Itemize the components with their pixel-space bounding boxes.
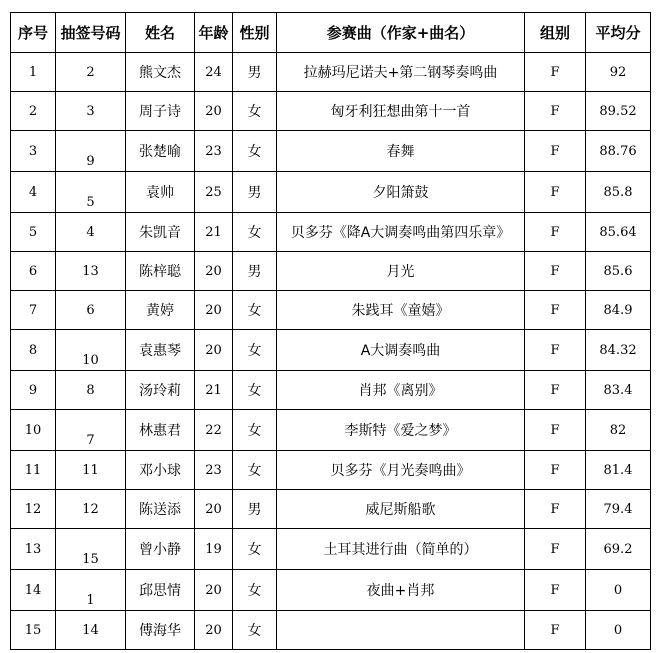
gender-cell: 男 xyxy=(233,53,277,92)
piece-cell: 土耳其进行曲（简单的） xyxy=(277,529,525,570)
gender-cell: 女 xyxy=(233,410,277,451)
name-cell: 袁惠琴 xyxy=(126,330,195,371)
piece-cell: 贝多芬《月光奏鸣曲》 xyxy=(277,451,525,490)
group-cell: F xyxy=(525,252,586,291)
average-score-cell: 85.64 xyxy=(586,213,651,252)
group-cell: F xyxy=(525,570,586,611)
table-row xyxy=(11,291,651,330)
average-score-cell: 0 xyxy=(586,611,651,650)
table-row xyxy=(11,131,651,172)
table-row xyxy=(11,611,651,650)
draw-number-cell: 12 xyxy=(56,490,126,529)
gender-cell: 女 xyxy=(233,529,277,570)
average-score-cell: 85.8 xyxy=(586,172,651,213)
name-cell: 傅海华 xyxy=(126,611,195,650)
index-cell: 2 xyxy=(11,92,56,131)
name-cell: 陈送添 xyxy=(126,490,195,529)
group-cell: F xyxy=(525,611,586,650)
group-cell: F xyxy=(525,131,586,172)
name-cell: 黄婷 xyxy=(126,291,195,330)
gender-cell: 女 xyxy=(233,611,277,650)
table-row xyxy=(11,252,651,291)
average-score-cell: 92 xyxy=(586,53,651,92)
table-row xyxy=(11,529,651,570)
index-cell: 12 xyxy=(11,490,56,529)
table-row xyxy=(11,490,651,529)
name-cell: 张楚喻 xyxy=(126,131,195,172)
score-sheet xyxy=(10,12,651,650)
header-cell: 平均分 xyxy=(586,13,651,53)
draw-number-cell: 11 xyxy=(56,451,126,490)
header-row xyxy=(11,13,651,53)
index-cell: 11 xyxy=(11,451,56,490)
table-row xyxy=(11,570,651,611)
table-row xyxy=(11,410,651,451)
gender-cell: 女 xyxy=(233,371,277,410)
table-row xyxy=(11,371,651,410)
age-cell: 21 xyxy=(195,213,233,252)
name-cell: 陈梓聪 xyxy=(126,252,195,291)
age-cell: 23 xyxy=(195,131,233,172)
name-cell: 邱思情 xyxy=(126,570,195,611)
draw-number-cell: 9 xyxy=(56,131,126,172)
gender-cell: 女 xyxy=(233,291,277,330)
age-cell: 25 xyxy=(195,172,233,213)
piece-cell: 月光 xyxy=(277,252,525,291)
group-cell: F xyxy=(525,172,586,213)
piece-cell: 匈牙利狂想曲第十一首 xyxy=(277,92,525,131)
table-row xyxy=(11,451,651,490)
index-cell: 6 xyxy=(11,252,56,291)
average-score-cell: 84.9 xyxy=(586,291,651,330)
group-cell: F xyxy=(525,371,586,410)
table-row xyxy=(11,92,651,131)
name-cell: 林惠君 xyxy=(126,410,195,451)
index-cell: 1 xyxy=(11,53,56,92)
index-cell: 5 xyxy=(11,213,56,252)
table-row xyxy=(11,330,651,371)
average-score-cell: 88.76 xyxy=(586,131,651,172)
index-cell: 14 xyxy=(11,570,56,611)
name-cell: 袁帅 xyxy=(126,172,195,213)
piece-cell: 朱践耳《童嬉》 xyxy=(277,291,525,330)
gender-cell: 女 xyxy=(233,451,277,490)
gender-cell: 女 xyxy=(233,92,277,131)
name-cell: 周子诗 xyxy=(126,92,195,131)
age-cell: 22 xyxy=(195,410,233,451)
age-cell: 20 xyxy=(195,291,233,330)
piece-cell: 李斯特《爱之梦》 xyxy=(277,410,525,451)
age-cell: 20 xyxy=(195,92,233,131)
group-cell: F xyxy=(525,291,586,330)
draw-number-cell: 3 xyxy=(56,92,126,131)
piece-cell: 夜曲+肖邦 xyxy=(277,570,525,611)
draw-number-cell: 5 xyxy=(56,172,126,213)
index-cell: 8 xyxy=(11,330,56,371)
piece-cell: 拉赫玛尼诺夫+第二钢琴奏鸣曲 xyxy=(277,53,525,92)
draw-number-cell: 7 xyxy=(56,410,126,451)
draw-number-cell: 6 xyxy=(56,291,126,330)
piece-cell: 夕阳箫鼓 xyxy=(277,172,525,213)
group-cell: F xyxy=(525,490,586,529)
average-score-cell: 89.52 xyxy=(586,92,651,131)
piece-cell: 春舞 xyxy=(277,131,525,172)
average-score-cell: 82 xyxy=(586,410,651,451)
piece-cell: 肖邦《离别》 xyxy=(277,371,525,410)
gender-cell: 男 xyxy=(233,172,277,213)
index-cell: 7 xyxy=(11,291,56,330)
age-cell: 23 xyxy=(195,451,233,490)
draw-number-cell: 15 xyxy=(56,529,126,570)
group-cell: F xyxy=(525,410,586,451)
table-row xyxy=(11,53,651,92)
header-cell: 组别 xyxy=(525,13,586,53)
header-cell: 姓名 xyxy=(126,13,195,53)
header-cell: 性别 xyxy=(233,13,277,53)
age-cell: 21 xyxy=(195,371,233,410)
group-cell: F xyxy=(525,330,586,371)
gender-cell: 女 xyxy=(233,131,277,172)
group-cell: F xyxy=(525,451,586,490)
header-cell: 年龄 xyxy=(195,13,233,53)
header-cell: 序号 xyxy=(11,13,56,53)
index-cell: 9 xyxy=(11,371,56,410)
average-score-cell: 69.2 xyxy=(586,529,651,570)
index-cell: 13 xyxy=(11,529,56,570)
age-cell: 19 xyxy=(195,529,233,570)
average-score-cell: 83.4 xyxy=(586,371,651,410)
piece-cell: 威尼斯船歌 xyxy=(277,490,525,529)
draw-number-cell: 14 xyxy=(56,611,126,650)
piece-cell: A大调奏鸣曲 xyxy=(277,330,525,371)
gender-cell: 男 xyxy=(233,252,277,291)
name-cell: 邓小球 xyxy=(126,451,195,490)
draw-number-cell: 8 xyxy=(56,371,126,410)
name-cell: 曾小静 xyxy=(126,529,195,570)
index-cell: 3 xyxy=(11,131,56,172)
average-score-cell: 81.4 xyxy=(586,451,651,490)
piece-cell: 贝多芬《降A大调奏鸣曲第四乐章》 xyxy=(277,213,525,252)
age-cell: 20 xyxy=(195,330,233,371)
age-cell: 20 xyxy=(195,490,233,529)
group-cell: F xyxy=(525,213,586,252)
average-score-cell: 85.6 xyxy=(586,252,651,291)
index-cell: 10 xyxy=(11,410,56,451)
table-row xyxy=(11,172,651,213)
header-cell: 参赛曲（作家+曲名） xyxy=(277,13,525,53)
results-table xyxy=(10,12,651,650)
draw-number-cell: 4 xyxy=(56,213,126,252)
group-cell: F xyxy=(525,92,586,131)
index-cell: 4 xyxy=(11,172,56,213)
age-cell: 20 xyxy=(195,570,233,611)
draw-number-cell: 13 xyxy=(56,252,126,291)
piece-cell xyxy=(277,611,525,650)
name-cell: 朱凯音 xyxy=(126,213,195,252)
age-cell: 20 xyxy=(195,611,233,650)
gender-cell: 女 xyxy=(233,330,277,371)
draw-number-cell: 10 xyxy=(56,330,126,371)
name-cell: 熊文杰 xyxy=(126,53,195,92)
table-row xyxy=(11,213,651,252)
index-cell: 15 xyxy=(11,611,56,650)
draw-number-cell: 2 xyxy=(56,53,126,92)
gender-cell: 男 xyxy=(233,490,277,529)
draw-number-cell: 1 xyxy=(56,570,126,611)
gender-cell: 女 xyxy=(233,570,277,611)
average-score-cell: 0 xyxy=(586,570,651,611)
group-cell: F xyxy=(525,529,586,570)
average-score-cell: 79.4 xyxy=(586,490,651,529)
age-cell: 24 xyxy=(195,53,233,92)
name-cell: 汤玲莉 xyxy=(126,371,195,410)
age-cell: 20 xyxy=(195,252,233,291)
header-cell: 抽签号码 xyxy=(56,13,126,53)
average-score-cell: 84.32 xyxy=(586,330,651,371)
gender-cell: 女 xyxy=(233,213,277,252)
group-cell: F xyxy=(525,53,586,92)
